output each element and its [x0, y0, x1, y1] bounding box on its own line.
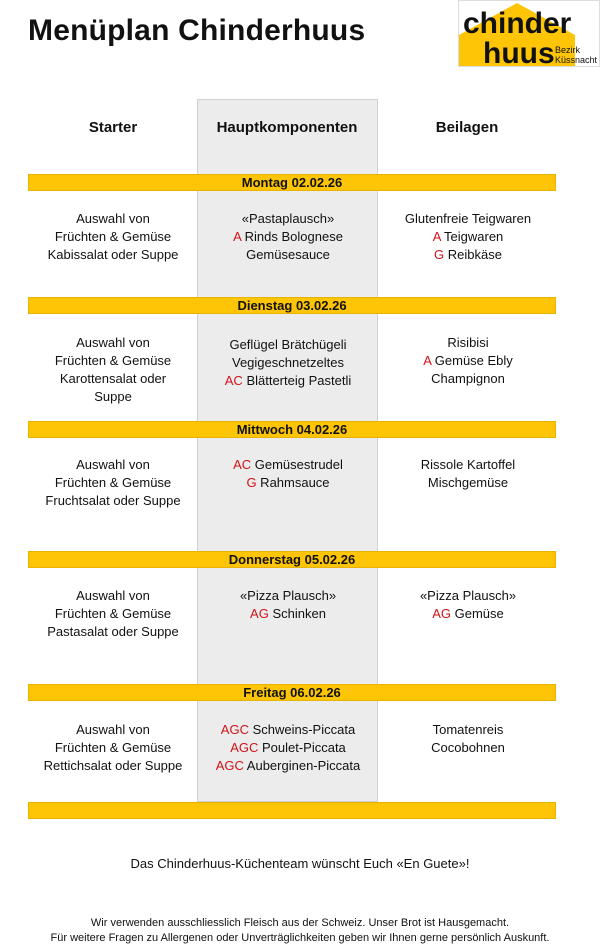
- menu-line: Auswahl von: [76, 722, 150, 737]
- allergen-code: AGC: [215, 758, 244, 773]
- cell-sides: [378, 456, 558, 492]
- menu-line: [198, 456, 378, 474]
- dish-name: Champignon: [431, 371, 505, 386]
- menu-line: Suppe: [94, 389, 132, 404]
- menu-line: [198, 372, 378, 390]
- day-label: Freitag 06.02.26: [243, 685, 341, 700]
- day-band: [28, 297, 556, 314]
- dish-name: Glutenfreie Teigwaren: [404, 211, 532, 226]
- allergen-code: A: [432, 229, 441, 244]
- menu-line: [198, 246, 378, 264]
- dish-name: Rissole Kartoffel: [420, 457, 516, 472]
- menu-line: [198, 587, 378, 605]
- cell-main: [198, 336, 378, 390]
- day-label: Mittwoch 04.02.26: [236, 422, 348, 437]
- menu-line: Auswahl von: [76, 457, 150, 472]
- allergen-code: AGC: [220, 722, 249, 737]
- chinderhuus-logo: [458, 0, 600, 67]
- dish-name: Blätterteig Pastetli: [242, 373, 352, 388]
- menu-line: [378, 587, 558, 605]
- menu-line: [378, 370, 558, 388]
- day-band: [28, 551, 556, 568]
- note-allergens: Für weitere Fragen zu Allergenen oder Unverträglichkeiten geben wir Ihnen gerne persönlich Auskunft.: [50, 932, 550, 944]
- cell-main: [198, 456, 378, 492]
- menu-line: [378, 210, 558, 228]
- cell-starter: [23, 210, 203, 264]
- cell-sides: [378, 210, 558, 264]
- cell-main: [198, 721, 378, 775]
- menu-line: Früchten & Gemüse: [54, 229, 172, 244]
- menu-line: Rettichsalat oder Suppe: [43, 758, 183, 773]
- menu-line: [378, 246, 558, 264]
- menu-line: [378, 721, 558, 739]
- menu-line: [378, 739, 558, 757]
- menu-line: [378, 605, 558, 623]
- logo-line2: huus: [483, 37, 555, 67]
- cell-starter: [23, 587, 203, 641]
- menu-line: Fruchtsalat oder Suppe: [45, 493, 181, 508]
- allergen-code: AC: [224, 373, 243, 388]
- dish-name: Gemüse Ebly: [431, 353, 513, 368]
- note-meat: Wir verwenden ausschliesslich Fleisch aus der Schweiz. Unser Brot ist Hausgemacht.: [90, 917, 510, 929]
- dish-name: Geflügel Brätchügeli: [229, 337, 347, 352]
- page-title: Menüplan Chinderhuus: [28, 14, 366, 47]
- cell-main: [198, 587, 378, 623]
- allergen-code: AG: [250, 606, 269, 621]
- menu-line: Auswahl von: [76, 211, 150, 226]
- menu-line: Pastasalat oder Suppe: [47, 624, 179, 639]
- dish-name: Teigwaren: [440, 229, 504, 244]
- column-header-main: Hauptkomponenten: [216, 119, 358, 136]
- dish-name: Reibkäse: [444, 247, 502, 262]
- cell-starter: [23, 456, 203, 510]
- logo-sub2: Küssnacht: [555, 55, 598, 65]
- logo-line1: chinder: [463, 7, 572, 40]
- menu-line: [198, 228, 378, 246]
- menu-line: [378, 352, 558, 370]
- menu-line: Früchten & Gemüse: [54, 606, 172, 621]
- menu-line: Kabissalat oder Suppe: [47, 247, 179, 262]
- allergen-code: AG: [432, 606, 452, 621]
- logo-sub1: Bezirk: [555, 45, 581, 55]
- day-label: Montag 02.02.26: [241, 175, 343, 190]
- menu-line: [198, 354, 378, 372]
- day-label: Donnerstag 05.02.26: [228, 552, 356, 567]
- menu-line: [378, 474, 558, 492]
- menu-line: [378, 228, 558, 246]
- dish-name: «Pizza Plausch»: [419, 588, 517, 603]
- dish-name: «Pastaplausch»: [241, 211, 335, 226]
- menu-line: Karottensalat oder: [59, 371, 167, 386]
- day-band: [28, 684, 556, 701]
- dish-name: Cocobohnen: [431, 740, 505, 755]
- dish-name: Schinken: [268, 606, 326, 621]
- column-header-starter: Starter: [88, 119, 138, 136]
- menu-line: [198, 336, 378, 354]
- allergen-code: A: [233, 229, 242, 244]
- cell-sides: [378, 334, 558, 388]
- menu-line: [378, 456, 558, 474]
- menu-line: Früchten & Gemüse: [54, 740, 172, 755]
- day-band: [28, 174, 556, 191]
- column-header-sides: Beilagen: [435, 119, 499, 136]
- dish-name: Auberginen-Piccata: [243, 758, 361, 773]
- dish-name: Poulet-Piccata: [258, 740, 346, 755]
- menu-line: Früchten & Gemüse: [54, 353, 172, 368]
- dish-name: Rinds Bolognese: [241, 229, 343, 244]
- dish-name: Gemüsesauce: [246, 247, 330, 262]
- bottom-band: [28, 802, 556, 819]
- allergen-code: G: [246, 475, 257, 490]
- menu-line: [198, 757, 378, 775]
- allergen-code: A: [423, 353, 432, 368]
- allergen-code: G: [434, 247, 445, 262]
- allergen-code: AC: [233, 457, 252, 472]
- menu-line: Auswahl von: [76, 335, 150, 350]
- menu-line: Früchten & Gemüse: [54, 475, 172, 490]
- dish-name: «Pizza Plausch»: [239, 588, 337, 603]
- menu-line: [198, 605, 378, 623]
- dish-name: Gemüse: [451, 606, 504, 621]
- cell-main: [198, 210, 378, 264]
- menu-line: Auswahl von: [76, 588, 150, 603]
- dish-name: Rahmsauce: [256, 475, 330, 490]
- dish-name: Risibisi: [447, 335, 489, 350]
- cell-sides: [378, 721, 558, 757]
- dish-name: Tomatenreis: [432, 722, 504, 737]
- dish-name: Mischgemüse: [427, 475, 509, 490]
- day-band: [28, 421, 556, 438]
- menu-line: [198, 210, 378, 228]
- cell-sides: [378, 587, 558, 623]
- menu-line: [378, 334, 558, 352]
- dish-name: Schweins-Piccata: [248, 722, 356, 737]
- dish-name: Vegigeschnetzeltes: [231, 355, 345, 370]
- greeting: Das Chinderhuus-Küchenteam wünscht Euch «En Guete»!: [130, 856, 470, 871]
- menu-line: [198, 721, 378, 739]
- allergen-code: AGC: [230, 740, 259, 755]
- menu-line: [198, 739, 378, 757]
- dish-name: Gemüsestrudel: [251, 457, 343, 472]
- menu-line: [198, 474, 378, 492]
- cell-starter: [23, 334, 203, 406]
- cell-starter: [23, 721, 203, 775]
- day-label: Dienstag 03.02.26: [237, 298, 347, 313]
